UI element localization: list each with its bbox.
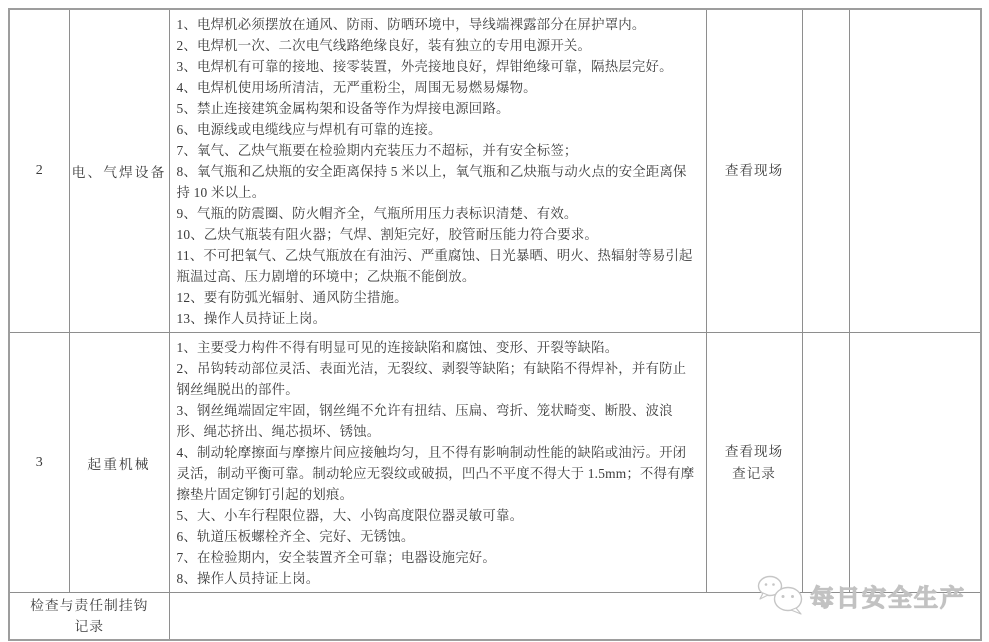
watermark — [756, 574, 966, 616]
checklist-cell — [169, 9, 706, 333]
row-number-cell: 2 — [9, 9, 69, 333]
footer-label-line: 检查与责任制挂钩 — [30, 597, 149, 613]
checklist-item: 7、在检验期内，安全装置齐全可靠；电器设施完好。 — [176, 550, 496, 565]
row-number-cell: 3 — [9, 333, 69, 593]
wechat-bubbles-icon — [756, 574, 806, 616]
checklist-item: 5、大、小车行程限位器，大、小钩高度限位器灵敏可靠。 — [176, 508, 524, 523]
empty-result-cell — [802, 333, 849, 593]
checklist-item: 8、操作人员持证上岗。 — [176, 571, 320, 586]
equipment-name-cell: 起重机械 — [69, 333, 169, 593]
method-line: 查记录 — [732, 465, 776, 481]
checklist-item: 4、制动轮摩擦面与摩擦片间应接触均匀，且不得有影响制动性能的缺陷或油污。开闭灵活，制动平衡可靠。制动轮应无裂纹或破损，凹凸不平度不得大于 1.5mm；不得有摩擦垫片固定铆钉引起的划痕。 — [176, 445, 695, 502]
empty-remark-cell — [849, 9, 981, 333]
empty-result-cell — [802, 9, 849, 333]
footer-label-cell — [9, 593, 169, 640]
checklist-item: 1、电焊机必须摆放在通风、防雨、防晒环境中，导线端裸露部分在屏护罩内。 — [176, 17, 646, 32]
empty-remark-cell — [849, 333, 981, 593]
checklist-item: 9、气瓶的防震圈、防火帽齐全，气瓶所用压力表标识清楚、有效。 — [176, 206, 578, 221]
method-line: 查看现场 — [724, 443, 784, 459]
checklist-item: 12、要有防弧光辐射、通风防尘措施。 — [176, 290, 408, 305]
checklist-cell — [169, 333, 706, 593]
checklist-item: 13、操作人员持证上岗。 — [176, 311, 327, 326]
checklist-item: 3、电焊机有可靠的接地、接零装置，外壳接地良好，焊钳绝缘可靠，隔热层完好。 — [176, 59, 673, 74]
checklist-item: 7、氧气、乙炔气瓶要在检验期内充装压力不超标，并有安全标签； — [176, 143, 578, 158]
checklist-item: 8、氧气瓶和乙炔瓶的安全距离保持 5 米以上，氧气瓶和乙炔瓶与动火点的安全距离保持 10 米以上。 — [176, 164, 687, 200]
watermark-text: 每日安全生产 — [810, 584, 966, 612]
checklist-item: 10、乙炔气瓶装有阻火器；气焊、割矩完好，胶管耐压能力符合要求。 — [176, 227, 599, 242]
checklist-item: 2、电焊机一次、二次电气线路绝缘良好，装有独立的专用电源开关。 — [176, 38, 592, 53]
checklist-item: 6、电源线或电缆线应与焊机有可靠的连接。 — [176, 122, 442, 137]
method-line: 查看现场 — [724, 163, 784, 178]
checklist-item: 2、吊钩转动部位灵活、表面光洁，无裂纹、剥裂等缺陷；有缺陷不得焊补，并有防止钢丝绳脱出的部件。 — [176, 361, 687, 397]
checklist-item: 6、轨道压板螺栓齐全、完好、无锈蚀。 — [176, 529, 415, 544]
checklist-item: 3、钢丝绳端固定牢固，钢丝绳不允许有扭结、压扁、弯折、笼状畸变、断股、波浪形、绳芯挤出、绳芯损坏、锈蚀。 — [176, 403, 673, 439]
inspection-table — [8, 8, 982, 641]
method-cell — [706, 9, 802, 333]
checklist-item: 11、不可把氧气、乙炔气瓶放在有油污、严重腐蚀、日光暴晒、明火、热辐射等易引起瓶温过高、压力剧增的环境中；乙炔瓶不能倒放。 — [176, 248, 693, 284]
checklist-item: 5、禁止连接建筑金属构架和设备等作为焊接电源回路。 — [176, 101, 510, 116]
equipment-name-cell: 电、气焊设备 — [69, 9, 169, 333]
checklist-item: 4、电焊机使用场所清洁，无严重粉尘，周围无易燃易爆物。 — [176, 80, 537, 95]
checklist-item: 1、主要受力构件不得有明显可见的连接缺陷和腐蚀、变形、开裂等缺陷。 — [176, 340, 619, 355]
method-cell — [706, 333, 802, 593]
table-row-lifting — [9, 333, 981, 593]
table-row-welding — [9, 9, 981, 333]
footer-label-line: 记录 — [74, 618, 105, 634]
